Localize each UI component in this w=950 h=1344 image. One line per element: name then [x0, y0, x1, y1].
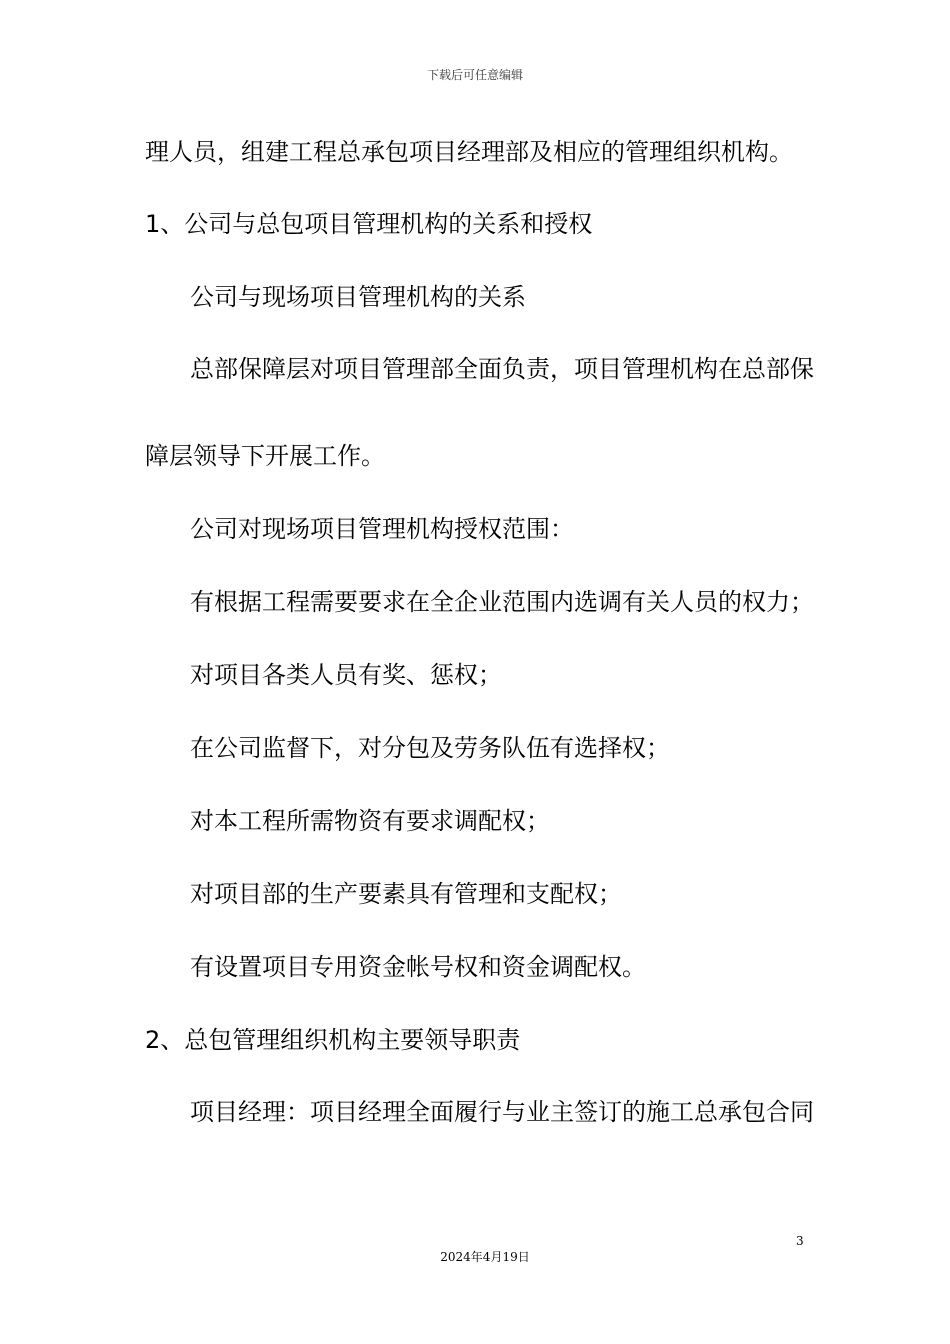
subheading-relationship: 公司与现场项目管理机构的关系 — [190, 283, 526, 311]
footer-date: 2024年4月19日 — [440, 1250, 530, 1264]
page-header: 下载后可任意编辑 — [426, 68, 523, 82]
paragraph-line: 总部保障层对项目管理部全面负责，项目管理机构在总部保 — [190, 355, 814, 383]
list-item: 有设置项目专用资金帐号权和资金调配权。 — [190, 953, 646, 981]
page-number: 3 — [796, 1234, 804, 1248]
list-item: 对本工程所需物资有要求调配权； — [190, 807, 550, 835]
section-heading-1: 1、公司与总包项目管理机构的关系和授权 — [145, 210, 593, 238]
paragraph-line: 障层领导下开展工作。 — [145, 442, 385, 470]
list-item: 对项目部的生产要素具有管理和支配权； — [190, 880, 622, 908]
list-item: 在公司监督下，对分包及劳务队伍有选择权； — [190, 734, 670, 762]
section-heading-2: 2、总包管理组织机构主要领导职责 — [145, 1026, 521, 1054]
list-item: 有根据工程需要要求在全企业范围内选调有关人员的权力； — [190, 588, 814, 616]
subheading-authorization: 公司对现场项目管理机构授权范围： — [190, 515, 574, 543]
paragraph-line: 理人员，组建工程总承包项目经理部及相应的管理组织机构。 — [145, 138, 793, 166]
list-item: 对项目各类人员有奖、惩权； — [190, 661, 502, 689]
paragraph-line: 项目经理：项目经理全面履行与业主签订的施工总承包合同 — [190, 1098, 814, 1126]
